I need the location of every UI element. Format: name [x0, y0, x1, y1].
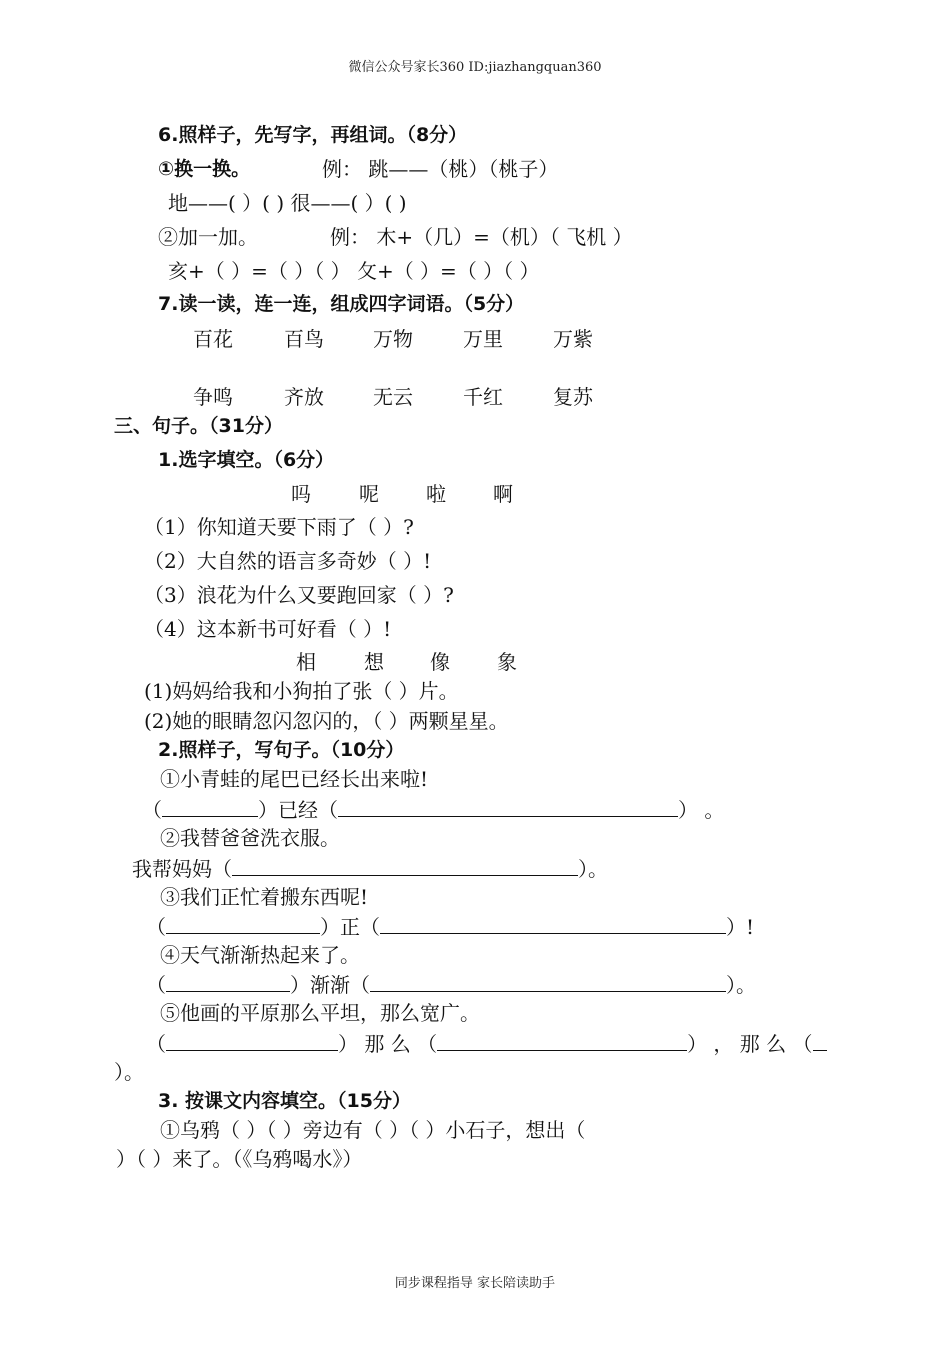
section-3-title: 三、句子。（31分） — [114, 415, 283, 437]
subsection-3-title: 3. 按课文内容填空。（15分） — [158, 1090, 411, 1112]
question-6-part2-title: ②加一加。 — [158, 225, 258, 249]
fill-item: （1）你知道天要下雨了（ ）? — [144, 515, 414, 539]
choice-char: 想 — [364, 650, 384, 674]
fill-item: (2)她的眼睛忽闪忽闪的，（ ）两颗星星。 — [144, 709, 509, 733]
example-sentence: ①小青蛙的尾巴已经长出来啦! — [160, 767, 429, 791]
question-6-part1-line: 地——( ）( ) 很——( ）( ) — [168, 191, 407, 215]
word-bottom: 齐放 — [284, 385, 324, 409]
fill-item: （4）这本新书可好看（ ）! — [144, 617, 392, 641]
choice-char: 像 — [430, 650, 450, 674]
choice-char: 相 — [296, 650, 316, 674]
word-bottom: 无云 — [373, 385, 413, 409]
question-6-part1-title: ①换一换。 — [158, 158, 251, 180]
word-bottom: 千红 — [463, 385, 503, 409]
choice-char: 啦 — [426, 482, 446, 506]
fill-item: (1)妈妈给我和小狗拍了张（ ）片。 — [144, 679, 459, 703]
sentence-blank-line: （ ） 那 么 （ ） ， 那 么 （ — [146, 1030, 827, 1057]
sentence-blank-line-end: ）。 — [114, 1060, 144, 1084]
example-sentence: ②我替爸爸洗衣服。 — [160, 826, 340, 850]
example-sentence: ④天气渐渐热起来了。 — [160, 943, 360, 967]
sentence-blank-line: 我帮妈妈（ ）。 — [132, 857, 608, 881]
fill-item: （2）大自然的语言多奇妙（ ）! — [144, 549, 432, 573]
fill-text-line: ）（ ）来了。（《乌鸦喝水》） — [116, 1147, 363, 1171]
choice-char: 呢 — [359, 482, 379, 506]
fill-item: （3）浪花为什么又要跑回家（ ）? — [144, 583, 454, 607]
word-top: 百鸟 — [284, 327, 324, 351]
choice-char: 吗 — [291, 482, 311, 506]
question-6-part1-example: 例： 跳——（桃）（桃子） — [322, 157, 559, 181]
subsection-2-title: 2.照样子，写句子。（10分） — [158, 739, 405, 761]
question-6-title: 6.照样子，先写字，再组词。（8分） — [158, 124, 468, 146]
choice-char: 啊 — [493, 482, 513, 506]
question-6-part2-line: 亥+（ ）=（ ）（ ） 攵+（ ）=（ ）（ ） — [168, 259, 540, 283]
sentence-blank-line: （ ）已经（ ） 。 — [142, 798, 725, 822]
question-6-part2-example: 例： 木+（几）=（机）（ 飞机 ） — [330, 225, 633, 249]
page-footer: 同步课程指导 家长陪读助手 — [394, 1276, 556, 1291]
word-top: 万紫 — [553, 327, 593, 351]
word-top: 万里 — [463, 327, 503, 351]
word-bottom: 争鸣 — [193, 385, 233, 409]
example-sentence: ⑤他画的平原那么平坦，那么宽广。 — [160, 1001, 480, 1025]
page-header: 微信公众号家长360 ID:jiazhangquan360 — [348, 60, 602, 75]
word-top: 万物 — [373, 327, 413, 351]
example-sentence: ③我们正忙着搬东西呢! — [160, 885, 369, 909]
question-7-title: 7.读一读，连一连，组成四字词语。（5分） — [158, 293, 525, 315]
word-top: 百花 — [193, 327, 233, 351]
fill-text-line: ①乌鸦（ ）（ ）旁边有（ ）（ ）小石子，想出（ — [160, 1118, 586, 1142]
sentence-blank-line: （ ）渐渐（ ）。 — [146, 973, 756, 997]
subsection-1-title: 1.选字填空。（6分） — [158, 449, 335, 471]
sentence-blank-line: （ ）正（ ）! — [146, 915, 755, 939]
word-bottom: 复苏 — [553, 385, 593, 409]
choice-char: 象 — [497, 650, 517, 674]
